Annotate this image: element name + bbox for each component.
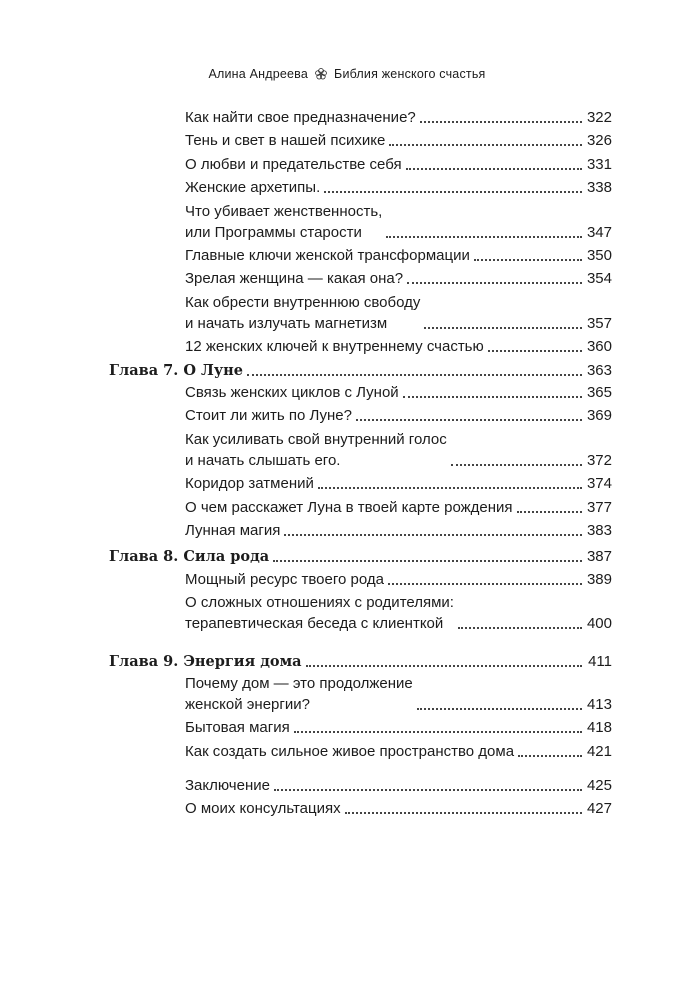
toc-chapter-entry	[109, 360, 612, 381]
toc-entry-title	[185, 201, 382, 243]
toc-page-number: 377	[586, 498, 612, 516]
dot-leader	[318, 486, 582, 489]
toc-entry-title-line: Заключение	[185, 777, 270, 794]
toc-chapter-entry	[109, 546, 612, 567]
toc-entry	[185, 775, 612, 796]
toc-entry-title-line: Коридор затмений	[185, 475, 314, 493]
toc-entry	[185, 405, 612, 426]
toc-page-number: 357	[586, 314, 612, 332]
toc-entry-title-line: Глава 9. Энергия дома	[109, 653, 302, 670]
toc-entry-title-line: Почему дом — это продолжение	[185, 675, 413, 692]
toc-page-number: 372	[586, 451, 612, 469]
toc-entry-title	[185, 405, 352, 426]
dot-leader	[247, 373, 582, 376]
flower-icon	[314, 67, 328, 81]
dot-leader	[403, 395, 582, 398]
toc-page-number: 365	[586, 384, 612, 401]
toc-page-number: 354	[586, 270, 612, 288]
toc-entry-title-line: и начать излучать магнетизм	[185, 314, 388, 332]
toc-entry-title-line: Как создать сильное живое пространство дома	[185, 742, 515, 760]
dot-leader	[274, 788, 582, 791]
toc-entry-title-line: Мощный ресурс твоего рода	[185, 571, 384, 588]
toc-entry	[185, 741, 612, 762]
toc-entry-title	[185, 717, 290, 738]
toc-entry	[185, 798, 612, 819]
toc-entry-title-line: Как усиливать свой внутренний голос	[185, 430, 447, 448]
toc-entry-title	[185, 177, 320, 198]
toc-entry	[185, 569, 612, 590]
dot-leader	[389, 143, 582, 146]
dot-leader	[284, 533, 582, 536]
toc-entry	[185, 245, 612, 266]
toc-entry	[185, 717, 612, 738]
toc-entry-title-line: и начать слышать его.	[185, 451, 341, 469]
toc-entry-title	[185, 429, 447, 471]
toc-entry	[185, 268, 612, 289]
toc-entry	[185, 201, 612, 243]
toc-entry	[185, 177, 612, 198]
header-book-title: Библия женского счастья	[334, 67, 486, 81]
toc-entry	[185, 592, 612, 634]
toc-page-number: 427	[586, 800, 612, 818]
toc-page-number: 350	[586, 247, 612, 264]
toc-page-number: 360	[586, 338, 612, 356]
dot-leader	[424, 326, 582, 329]
toc-entry-title-line: Женские архетипы.	[185, 179, 321, 197]
dot-leader	[345, 811, 582, 814]
toc-page-number: 413	[586, 696, 612, 713]
toc-chapter-entry	[109, 651, 612, 672]
toc-entry-title-line: Главные ключи женской трансформации	[185, 247, 470, 264]
toc-page-number: 326	[586, 132, 612, 150]
toc-entry-title-line: Бытовая магия	[185, 719, 290, 737]
toc-entry-title-line: терапевтическая беседа с клиенткой	[185, 615, 444, 633]
toc-entry-title-line: Глава 8. Сила рода	[109, 548, 270, 565]
toc-entry-title-line: Как найти свое предназначение?	[185, 109, 416, 126]
dot-leader	[407, 281, 582, 284]
toc-entry-title	[185, 336, 484, 357]
toc-page-number: 400	[586, 615, 612, 633]
toc-entry	[185, 382, 612, 403]
dot-leader	[488, 349, 582, 352]
header-author: Алина Андреева	[208, 67, 309, 81]
toc-entry-title-line: женской энергии?	[185, 696, 310, 713]
dot-leader	[458, 626, 582, 629]
dot-leader	[406, 167, 582, 170]
toc-entry-title-line: Глава 7. О Луне	[109, 362, 243, 379]
dot-leader	[451, 463, 582, 466]
dot-leader	[273, 559, 582, 562]
toc-page-number: 387	[586, 548, 612, 565]
toc-entry	[185, 292, 612, 334]
dot-leader	[518, 754, 582, 757]
toc-page-number: 347	[586, 223, 612, 241]
dot-leader	[386, 235, 582, 238]
toc-entry-title	[185, 382, 399, 403]
toc-entry-title	[185, 268, 403, 289]
toc-page-number: 418	[586, 719, 612, 737]
toc-entry-title	[109, 546, 269, 567]
toc-page-number: 374	[586, 475, 612, 493]
toc-entry-title	[109, 651, 302, 672]
dot-leader	[306, 664, 582, 667]
toc-page-number: 421	[586, 742, 612, 760]
toc-entry	[185, 130, 612, 151]
toc-entry-title-line: Стоит ли жить по Луне?	[185, 407, 352, 425]
toc-entry-title-line: О любви и предательстве себя	[185, 155, 402, 173]
toc-page-number: 411	[588, 653, 612, 670]
toc-entry-title	[185, 130, 385, 151]
toc-page-number: 363	[586, 362, 612, 379]
toc-entry-title	[185, 775, 270, 796]
toc-entry	[185, 497, 612, 518]
toc-entry-title	[185, 473, 314, 494]
dot-leader	[474, 258, 582, 261]
toc-entry-title	[185, 798, 341, 819]
dot-leader	[294, 730, 582, 733]
toc-page-number: 369	[586, 407, 612, 425]
dot-leader	[417, 707, 582, 710]
toc-entry-title	[185, 520, 280, 541]
toc-entry-title	[185, 673, 413, 715]
toc-entry-title	[185, 292, 420, 334]
toc-entry-title	[185, 245, 470, 266]
toc-entry-title-line: Лунная магия	[185, 522, 281, 539]
toc-entry-title-line: Как обрести внутреннюю свободу	[185, 293, 421, 311]
dot-leader	[517, 510, 582, 513]
toc-page-number: 389	[586, 571, 612, 588]
toc-entry	[185, 154, 612, 175]
toc-entry	[185, 336, 612, 357]
dot-leader	[420, 120, 582, 123]
toc-entry-title	[185, 741, 514, 762]
dot-leader	[356, 418, 582, 421]
toc-entry	[185, 673, 612, 715]
toc-entry-title	[185, 569, 384, 590]
dot-leader	[388, 582, 582, 585]
toc-entry-title	[185, 592, 454, 634]
toc-entry-title	[185, 154, 402, 175]
dot-leader	[324, 190, 582, 193]
toc-entry	[185, 429, 612, 471]
toc-page-number: 322	[586, 109, 612, 126]
toc-entry-title-line: Тень и свет в нашей психике	[185, 132, 386, 150]
toc-entry-title-line: О чем расскажет Луна в твоей карте рождения	[185, 498, 513, 516]
running-header	[0, 67, 694, 81]
toc-page-number: 425	[586, 777, 612, 794]
toc-entry-title-line: 12 женских ключей к внутреннему счастью	[185, 338, 484, 356]
toc-page-number: 331	[586, 155, 612, 173]
toc-entry-title	[185, 497, 513, 518]
toc-entry-title-line: или Программы старости	[185, 223, 362, 241]
toc-entry	[185, 520, 612, 541]
toc-entry-title	[109, 360, 243, 381]
toc-entry-title-line: Что убивает женственность,	[185, 202, 383, 220]
toc-entry-title-line: О моих консультациях	[185, 800, 341, 818]
toc-entry-title-line: Зрелая женщина — какая она?	[185, 270, 404, 288]
toc-entry-title-line: О сложных отношениях с родителями:	[185, 594, 454, 612]
toc-page-number: 383	[586, 522, 612, 539]
toc-page-number: 338	[586, 179, 612, 197]
toc-entry	[185, 473, 612, 494]
toc-entry	[185, 107, 612, 128]
toc-entry-title-line: Связь женских циклов с Луной	[185, 384, 399, 401]
toc-entry-title	[185, 107, 416, 128]
